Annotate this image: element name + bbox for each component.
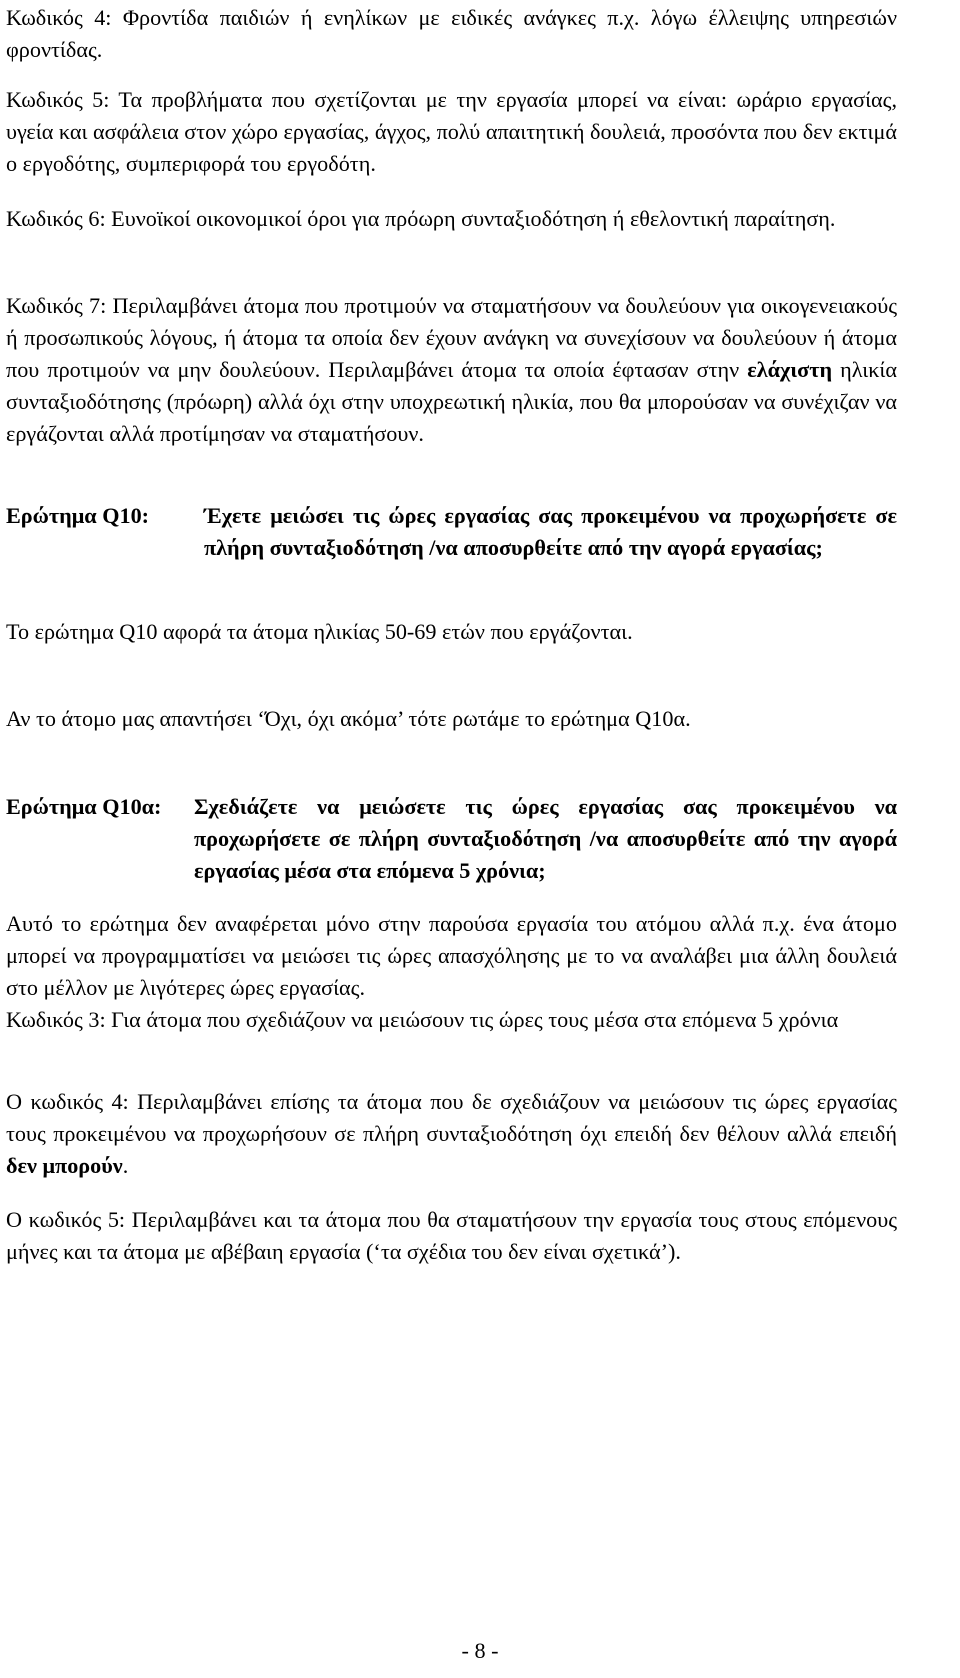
- paragraph-code5-work-problems: [6, 84, 897, 180]
- paragraph-text: Κωδικός 7: Περιλαμβάνει άτομα που προτιμούν να σταματήσουν να δουλεύουν για οικογενειακούς ή προσωπικούς λόγους, ή άτομα τα οποία δεν έχουν ανάγκη να συνεχίσουν να δουλεύουν ή άτομα που προτιμούν να μην δουλεύουν. Περιλαμβάνει άτομα τα οποία έφτασαν στην: [6, 293, 897, 382]
- paragraph-code4-care: [6, 2, 897, 66]
- q10-note: [6, 616, 897, 648]
- question-q10: [6, 500, 897, 564]
- question-label: Ερώτημα Q10:: [6, 503, 150, 528]
- paragraph-text: ηλικία συνταξιοδότησης (πρόωρη) αλλά όχι στην υποχρεωτική ηλικία, που θα μπορούσαν να συνέχιζαν να εργάζονται αλλά προτίμησαν να σταματήσουν.: [6, 357, 897, 446]
- page-number: - 8 -: [461, 1638, 499, 1663]
- paragraph-text: Κωδικός 3: Για άτομα που σχεδιάζουν να μειώσουν τις ώρες τους μέσα στα επόμενα 5 χρόνια: [6, 1007, 839, 1032]
- emphasis-cannot: δεν μπορούν: [6, 1153, 123, 1178]
- question-text: Σχεδιάζετε να μειώσετε τις ώρες εργασίας σας προκειμένου να προχωρήσετε σε πλήρη συνταξιοδότηση /να αποσυρθείτε από την αγορά εργασίας μέσα στα επόμενα 5 χρόνια;: [194, 794, 897, 883]
- paragraph-text: Κωδικός 5: Τα προβλήματα που σχετίζονται με την εργασία μπορεί να είναι: ωράριο εργασίας, υγεία και ασφάλεια στον χώρο εργασίας, άγχος, πολύ απαιτητική δουλειά, προσόντα που δεν εκτιμά ο εργοδότης, συμπεριφορά του εργοδότη.: [6, 87, 897, 176]
- paragraph-code6-financial: [6, 203, 897, 235]
- paragraph-text: Αν το άτομο μας απαντήσει ‘Όχι, όχι ακόμα’ τότε ρωτάμε το ερώτημα Q10α.: [6, 706, 691, 731]
- paragraph-text: .: [122, 1153, 129, 1178]
- q10a-code4: [6, 1086, 897, 1182]
- q10-followup: [6, 703, 897, 735]
- paragraph-text: Κωδικός 4: Φροντίδα παιδιών ή ενηλίκων με ειδικές ανάγκες π.χ. λόγω έλλειψης υπηρεσιών φροντίδας.: [6, 5, 897, 62]
- question-q10a: [6, 791, 897, 887]
- question-text: Έχετε μειώσει τις ώρες εργασίας σας προκειμένου να προχωρήσετε σε πλήρη συνταξιοδότηση /να αποσυρθείτε από την αγορά εργασίας;: [204, 503, 897, 560]
- paragraph-code7-preference: [6, 290, 897, 450]
- emphasis-minimum: ελάχιστη: [747, 357, 833, 382]
- paragraph-text: Αυτό το ερώτημα δεν αναφέρεται μόνο στην παρούσα εργασία του ατόμου αλλά π.χ. ένα άτομο μπορεί να προγραμματίσει να μειώσει τις ώρες απασχόλησης με το να αναλάβει μια άλλη δουλειά στο μέλλον με λιγότερες ώρες εργασίας.: [6, 911, 897, 1000]
- paragraph-text: Ο κωδικός 4: Περιλαμβάνει επίσης τα άτομα που δε σχεδιάζουν να μειώσουν τις ώρες εργασίας τους προκειμένου να προχωρήσουν σε πλήρη συνταξιοδότηση όχι επειδή δεν θέλουν αλλά επειδή: [6, 1089, 897, 1146]
- q10a-code3: [6, 1004, 897, 1036]
- q10a-note: [6, 908, 897, 1004]
- paragraph-text: Το ερώτημα Q10 αφορά τα άτομα ηλικίας 50-69 ετών που εργάζονται.: [6, 619, 633, 644]
- question-label: Ερώτημα Q10α:: [6, 794, 162, 819]
- q10a-code5: [6, 1204, 897, 1268]
- paragraph-text: Ο κωδικός 5: Περιλαμβάνει και τα άτομα που θα σταματήσουν την εργασία τους στους επόμενους μήνες και τα άτομα με αβέβαιη εργασία (‘τα σχέδια του δεν είναι σχετικά’).: [6, 1207, 897, 1264]
- paragraph-text: Κωδικός 6: Ευνοϊκοί οικονομικοί όροι για πρόωρη συνταξιοδότηση ή εθελοντική παραίτηση.: [6, 206, 836, 231]
